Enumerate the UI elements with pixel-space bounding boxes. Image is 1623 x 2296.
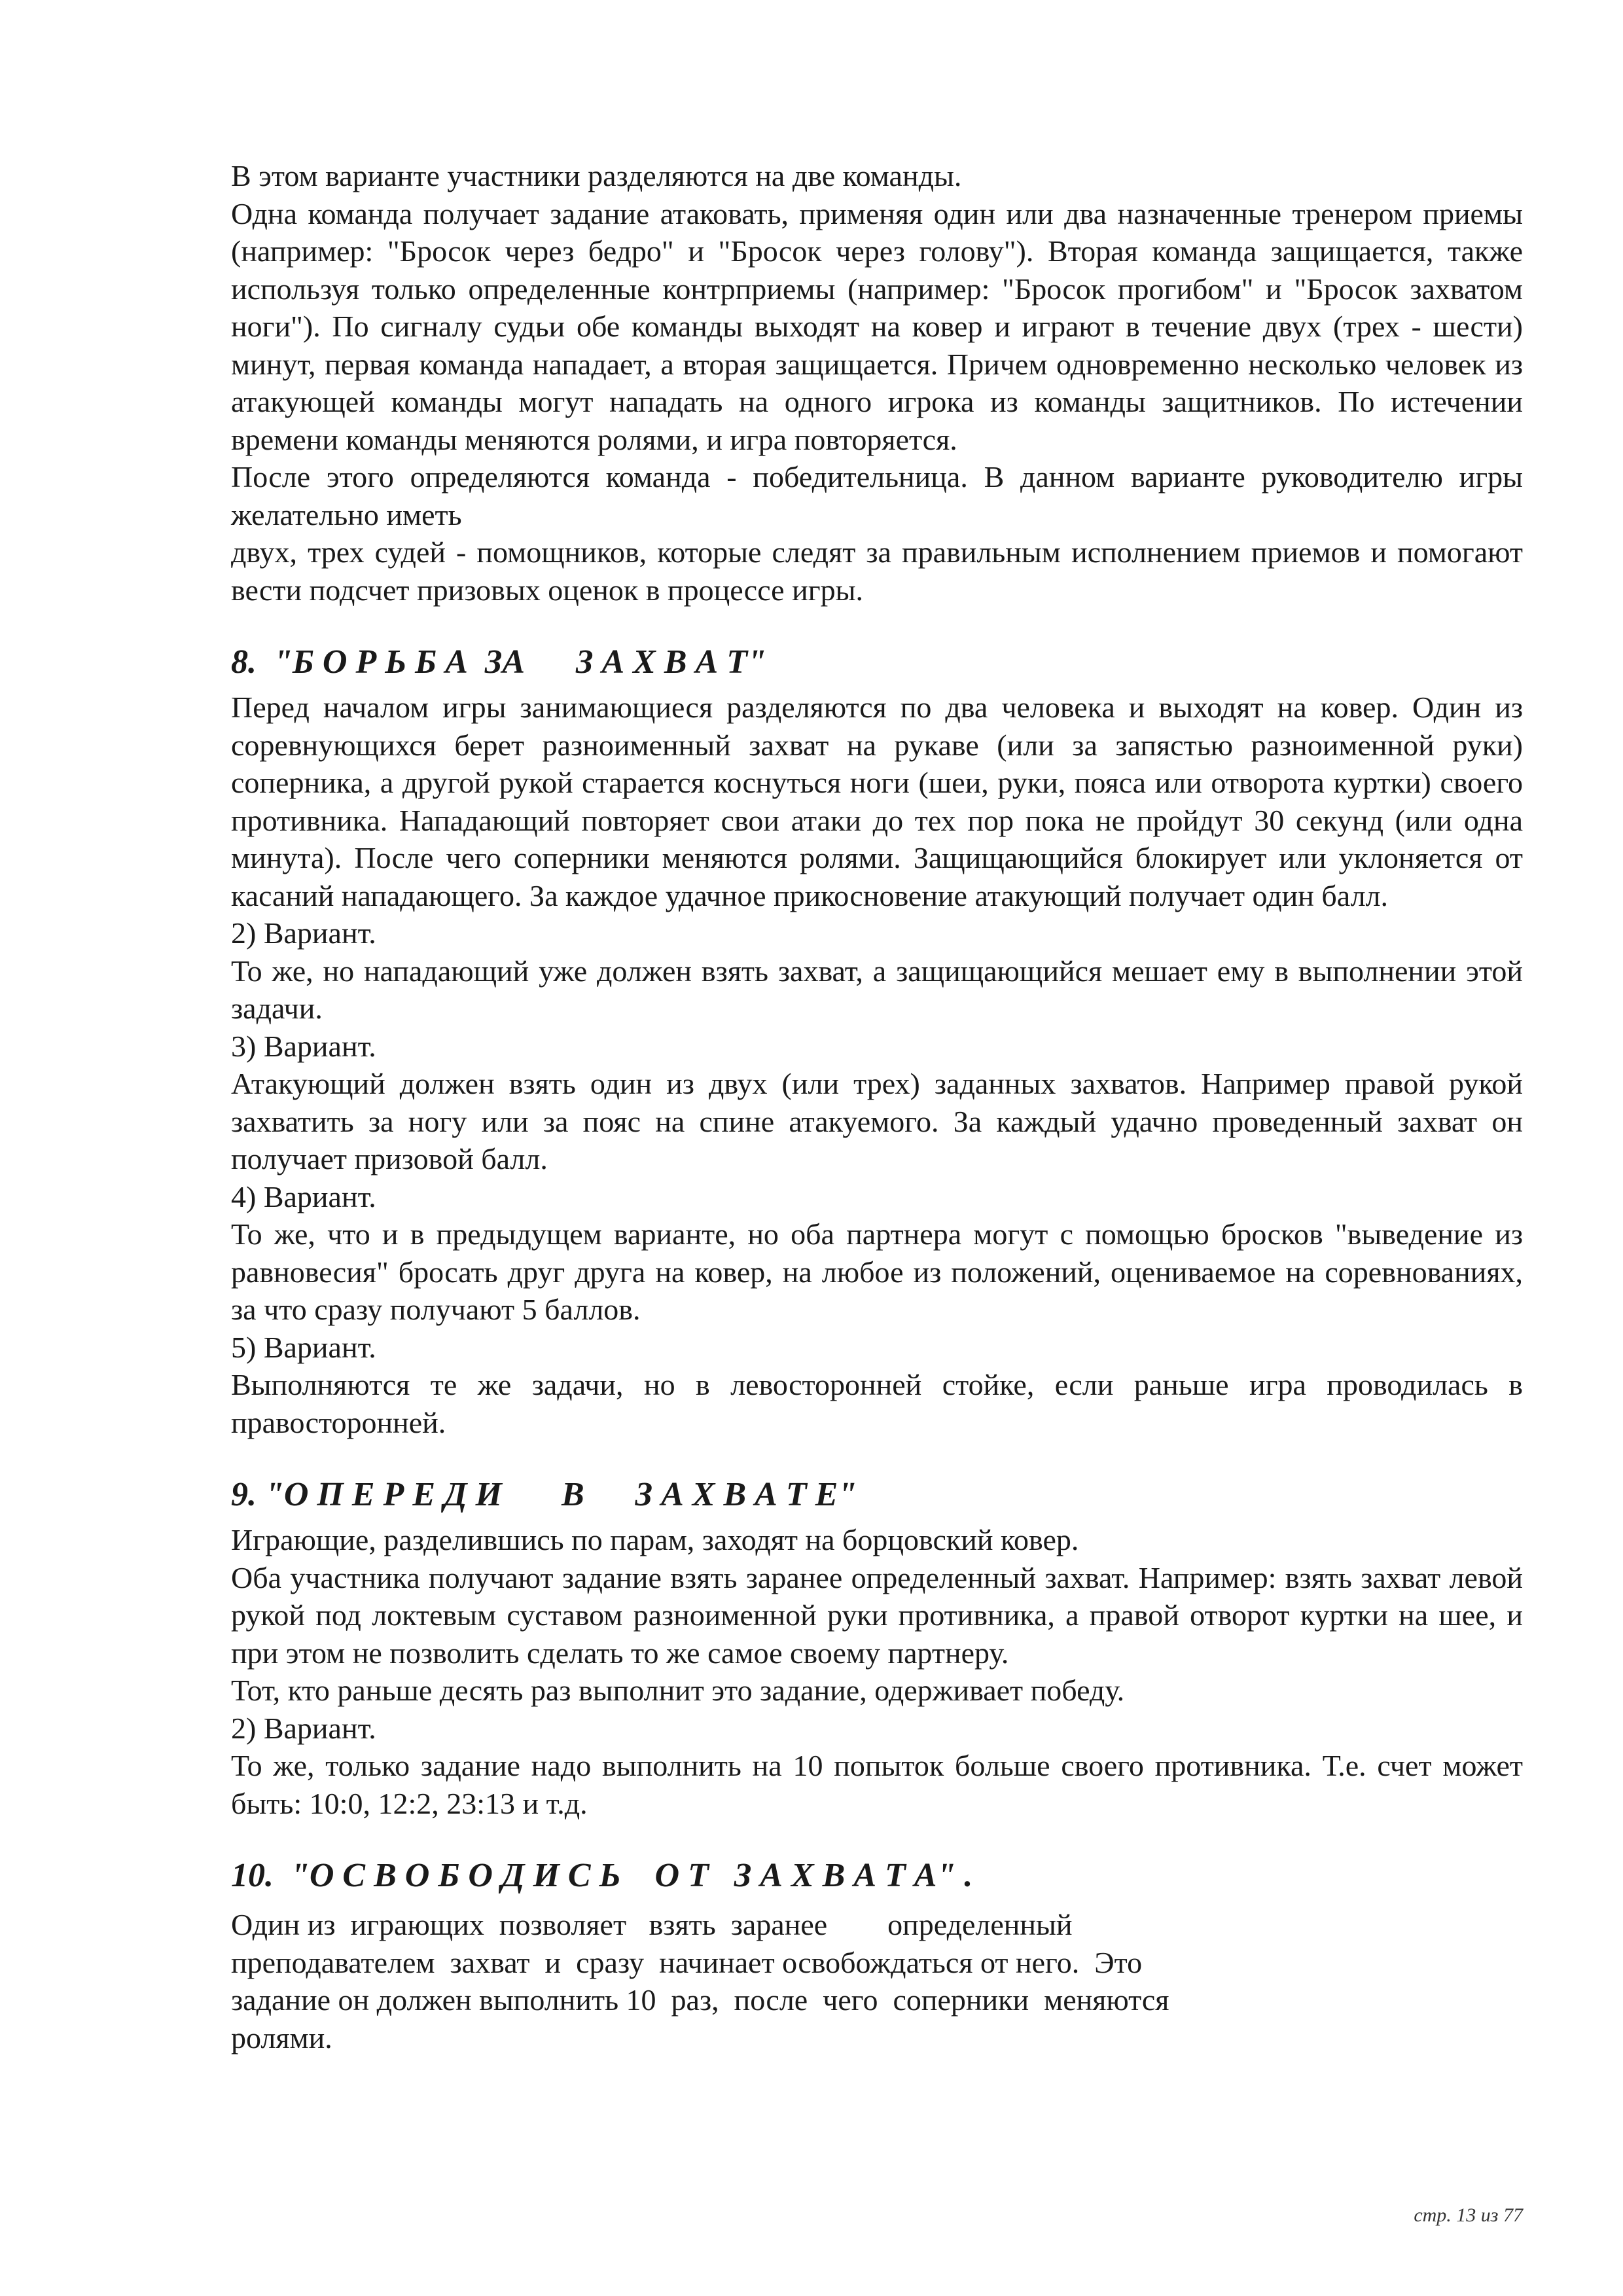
paragraph: двух, трех судей - помощников, которые следят за правильным исполнением приемов и помогают вести подсчет призовых оценок в процессе игры. xyxy=(231,535,1523,607)
text-line: задание он должен выполнить 10 раз, после чего соперники меняются xyxy=(231,1983,1169,2017)
paragraph: Играющие, разделившись по парам, заходят на борцовский ковер. xyxy=(231,1523,1079,1556)
paragraph: То же, только задание надо выполнить на 10 попыток больше своего противника. Т.е. счет может быть: 10:0, 12:2, 23:13 и т.д. xyxy=(231,1749,1523,1820)
paragraph: Тот, кто раньше десять раз выполнит это задание, одерживает победу. xyxy=(231,1674,1125,1707)
variant-label: 2) Вариант. xyxy=(231,916,376,950)
section-heading-9: 9. "О П Е Р Е Д И В З А Х В А Т Е" xyxy=(231,1476,857,1513)
text-line: Один из играющих позволяет взять заранее определенный xyxy=(231,1908,1073,1941)
paragraph: Одна команда получает задание атаковать, применяя один или два назначенные тренером приемы (например: "Бросок через бедро" и "Бросок через голову"). Вторая команда защищается, также используя только определенные контрприемы (например: "Бросок прогибом" и "Бросок захватом ноги"). По сигналу судьи обе команды выходят на ковер и играют в течение двух (трех - шести) минут, первая команда нападает, а вторая защищается. Причем одновременно несколько человек из атакующей команды могут нападать на одного игрока из команды защитников. По истечении времени команды меняются ролями, и игра повторяется. xyxy=(231,196,1523,456)
paragraph: Выполняются те же задачи, но в левосторонней стойке, если раньше игра проводилась в правосторонней. xyxy=(231,1368,1523,1439)
intro-block xyxy=(231,157,1523,609)
text-line: ролями. xyxy=(231,2020,332,2054)
page-number: стр. 13 из 77 xyxy=(1414,2204,1523,2226)
variant-label: 5) Вариант. xyxy=(231,1330,376,1364)
variant-label: 4) Вариант. xyxy=(231,1179,376,1213)
paragraph: То же, что и в предыдущем варианте, но оба партнера могут с помощью бросков "выведение из равновесия" бросать друг друга на ковер, на любое из положений, оцениваемое на соревнованиях, за что сразу получают 5 баллов. xyxy=(231,1217,1523,1326)
paragraph: Перед началом игры занимающиеся разделяются по два человека и выходят на ковер. Один из соревнующихся берет разноименный захват на рукаве (или за запястью разноименной руки) соперника, а другой рукой старается коснуться ноги (шеи, руки, пояса или отворота куртки) своего противника. Нападающий повторяет свои атаки до тех пор пока не пройдут 30 секунд (или одна минута). После чего соперники меняются ролями. Защищающийся блокирует или уклоняется от касаний нападающего. За каждое удачное прикосновение атакующий получает один балл. xyxy=(231,691,1523,912)
variant-label: 2) Вариант. xyxy=(231,1711,376,1745)
section-9-body xyxy=(231,1521,1523,1822)
paragraph: Оба участника получают задание взять заранее определенный захват. Например: взять захват левой рукой под локтевым суставом разноименной руки противника, а правой отворот куртки на шее, и при этом не позволить сделать то же самое своему партнеру. xyxy=(231,1560,1523,1670)
section-heading-10: 10. "О С В О Б О Д И С Ь О Т З А Х В А Т А" . xyxy=(231,1857,973,1894)
document-page xyxy=(231,157,1523,2056)
section-heading-8: 8. "Б О Р Ь Б А ЗА З А Х В А Т" xyxy=(231,643,766,681)
paragraph: После этого определяются команда - победительница. В данном варианте руководителю игры желательно иметь xyxy=(231,460,1523,531)
section-8-body xyxy=(231,689,1523,1441)
variant-label: 3) Вариант. xyxy=(231,1029,376,1063)
paragraph: То же, но нападающий уже должен взять захват, а защищающийся мешает ему в выполнении этой задачи. xyxy=(231,954,1523,1025)
section-10-body xyxy=(231,1906,1523,2056)
paragraph: В этом варианте участники разделяются на две команды. xyxy=(231,159,962,192)
text-line: преподавателем захват и сразу начинает освобождаться от него. Это xyxy=(231,1945,1143,1979)
paragraph: Атакующий должен взять один из двух (или трех) заданных захватов. Например правой рукой захватить за ногу или за пояс на спине атакуемого. За каждый удачно проведенный захват он получает призовой балл. xyxy=(231,1067,1523,1175)
